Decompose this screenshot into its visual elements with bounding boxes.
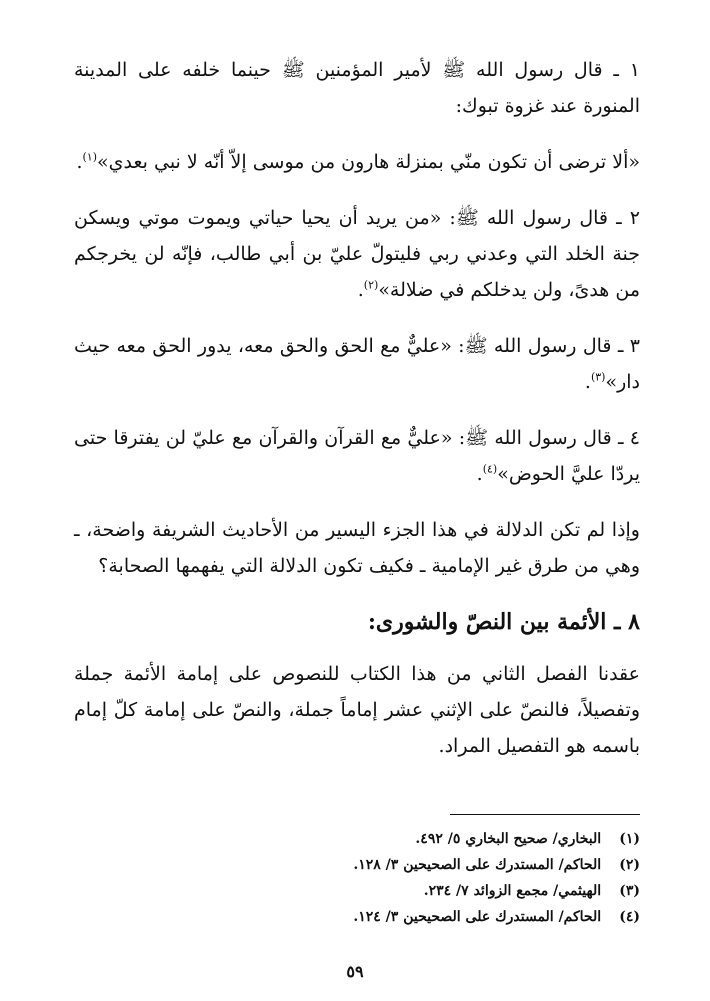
paragraph-text: وإذا لم تكن الدلالة في هذا الجزء اليسير من الأحاديث الشريفة واضحة، ـ وهي من طرق غير الإمامية ـ فكيف تكون الدلالة التي يفهمها الصحابة؟ <box>74 519 640 577</box>
footnote-item <box>120 904 640 930</box>
page-number: ٥٩ <box>346 962 364 981</box>
footnote-text: الحاكم/ المستدرك على الصحيحين ٣/ ١٢٤. <box>353 909 602 925</box>
paragraph-hadith-1-quote: «ألا ترضى أن تكون منّي بمنزلة هارون من موسى إلاّ أنّه لا نبي بعدي»$^{(١)}$. <box>76 150 640 173</box>
footnote-text: الهيثمي/ مجمع الزوائد ٧/ ٢٣٤. <box>423 883 602 899</box>
paragraph-conclusion <box>74 512 640 584</box>
paragraph-text: ٢ ـ قال رسول الله ﷺ: «من يريد أن يحيا حياتي ويموت موتي ويسكن جنة الخلد التي وعدني ربي فليتولّ عليّ بن أبي طالب، فإنّه لن يخرجكم من هدىً، ولن يدخلكم في ضلالة» <box>74 207 640 301</box>
footnote-ref-3: (٣) <box>590 370 606 384</box>
footnote-item <box>120 852 640 878</box>
footnote-ref-4: (٤) <box>482 462 498 476</box>
paragraph-text: ١ ـ قال رسول الله ﷺ لأمير المؤمنين ﷺ حينما خلفه على المدينة المنورة عند غزوة تبوك: <box>74 59 640 117</box>
footnote-text: البخاري/ صحيح البخاري ٥/ ٤٩٢. <box>415 831 602 847</box>
paragraph-hadith-1-intro <box>74 52 640 124</box>
paragraph-text: «ألا ترضى أن تكون منّي بمنزلة هارون من موسى إلاّ أنّه لا نبي بعدي» <box>97 151 640 173</box>
footnote-number: (١) <box>619 831 640 847</box>
footnote-number: (٣) <box>619 883 640 899</box>
paragraph-closing: عقدنا الفصل الثاني من هذا الكتاب للنصوص على إمامة الأئمة جملة وتفصيلاً، فالنصّ على الإثني عشر إماماً جملة، والنصّ على إمامة كلّ إمام باسمه هو التفصيل المراد. <box>74 663 640 757</box>
section-heading: ٨ ـ الأئمة بين النصّ والشورى: <box>367 609 640 635</box>
footnote-item <box>120 826 640 852</box>
paragraph-text: ٤ ـ قال رسول الله ﷺ: «عليٌّ مع القرآن والقرآن مع عليّ لن يفترقا حتى يردّا عليَّ الحوض» <box>74 427 640 485</box>
footnote-number: (٢) <box>619 857 640 873</box>
footnote-item <box>120 878 640 904</box>
page-body <box>74 52 640 784</box>
footnote-divider <box>450 814 640 815</box>
paragraph-hadith-4: ٤ ـ قال رسول الله ﷺ: «عليٌّ مع القرآن والقرآن مع عليّ لن يفترقا حتى يردّا عليَّ الحوض»$^{(٤)}$. <box>74 427 640 485</box>
footnote-ref-2: (٢) <box>363 278 379 292</box>
footnote-number: (٤) <box>619 909 640 925</box>
footnote-ref-1: (١) <box>82 150 98 164</box>
footnote-text: الحاكم/ المستدرك على الصحيحين ٣/ ١٢٨. <box>353 857 602 873</box>
paragraph-hadith-3: ٣ ـ قال رسول الله ﷺ: «عليٌّ مع الحق والحق معه، يدور الحق معه حيث دار»$^{(٣)}$. <box>74 335 640 393</box>
footnotes <box>120 826 640 930</box>
paragraph-hadith-2: ٢ ـ قال رسول الله ﷺ: «من يريد أن يحيا حياتي ويموت موتي ويسكن جنة الخلد التي وعدني ربي فليتولّ عليّ بن أبي طالب، فإنّه لن يخرجكم من هدىً، ولن يدخلكم في ضلالة»$^{(٢)}$. <box>74 207 640 301</box>
paragraph-text: ٣ ـ قال رسول الله ﷺ: «عليٌّ مع الحق والحق معه، يدور الحق معه حيث دار» <box>74 335 640 393</box>
